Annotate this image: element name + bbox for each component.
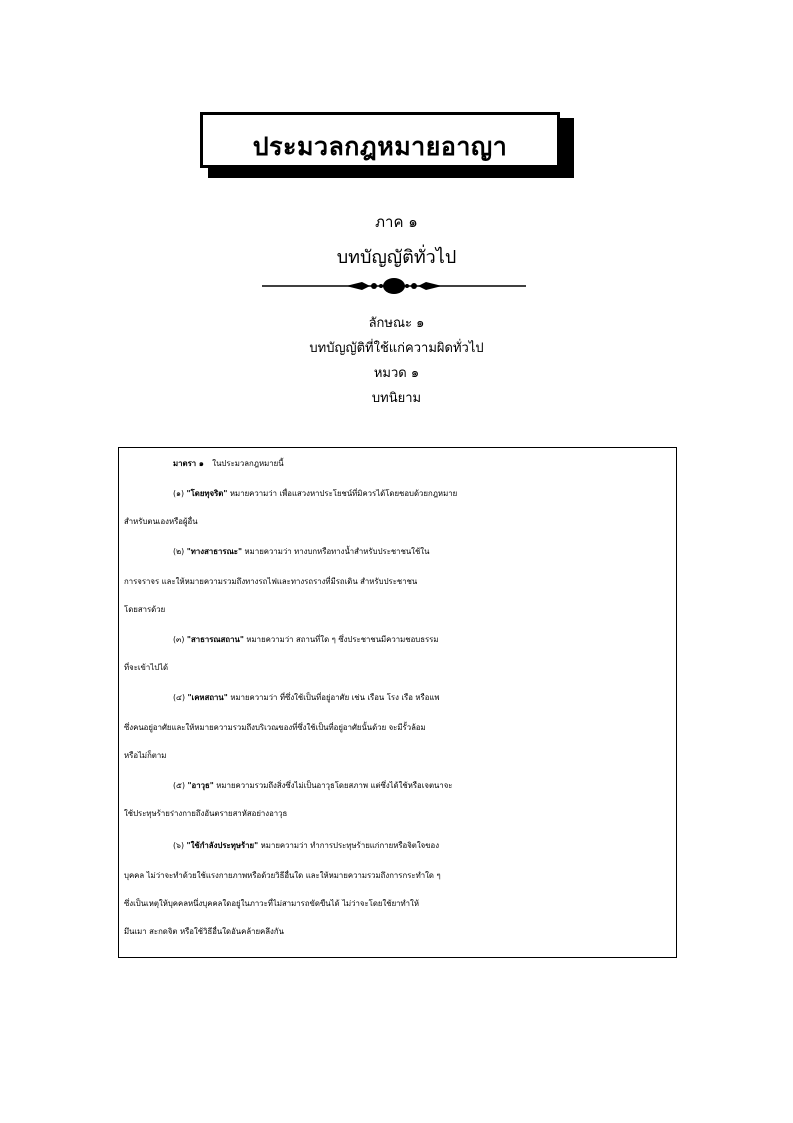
definition-text: หมายความว่า ทำการประทุษร้ายแก่กายหรือจิตใจของ	[260, 841, 440, 850]
definition-3-line-2: ที่จะเข้าไปได้	[124, 663, 169, 672]
definition-term: "อาวุธ"	[187, 781, 214, 790]
definition-4-line-2: ซึ่งคนอยู่อาศัยและให้หมายความรวมถึงบริเวณของที่ซึ่งใช้เป็นที่อยู่อาศัยนั้นด้วย จะมีรั้วล้อม	[124, 723, 426, 732]
definition-2-line-3: โดยสารด้วย	[124, 605, 166, 614]
definition-text: หมายความว่า สถานที่ใด ๆ ซึ่งประชาชนมีความชอบธรรม	[246, 635, 439, 644]
ornament-divider	[262, 275, 526, 297]
title-name: บทบัญญัติที่ใช้แก่ความผิดทั่วไป	[309, 341, 484, 356]
definition-6-line-2: บุคคล ไม่ว่าจะทำด้วยใช้แรงกายภาพหรือด้วยวิธีอื่นใด และให้หมายความรวมถึงการกระทำใด ๆ	[124, 871, 441, 880]
definition-number: (๑)	[173, 489, 185, 498]
definition-number: (๕)	[173, 781, 185, 790]
definition-number: (๔)	[173, 693, 185, 702]
definition-3-line-1	[173, 634, 668, 646]
title-box	[200, 112, 560, 168]
definition-5-line-1	[173, 780, 668, 792]
definition-text: หมายความว่า เพื่อแสวงหาประโยชน์ที่มิควรได้โดยชอบด้วยกฎหมาย	[229, 489, 458, 498]
definition-term: "เคหสถาน"	[187, 693, 228, 702]
definition-2-line-1	[173, 546, 668, 558]
part-heading: ภาค ๑	[375, 213, 418, 231]
chapter-heading: หมวด ๑	[373, 366, 420, 381]
section-heading-line	[173, 458, 668, 470]
definition-number: (๒)	[173, 547, 185, 556]
section-label: มาตรา ๑	[173, 459, 204, 468]
definition-2-line-2: การจราจร และให้หมายความรวมถึงทางรถไฟและทางรถรางที่มีรถเดิน สำหรับประชาชน	[124, 577, 418, 586]
definition-4-line-1	[173, 692, 668, 704]
section-intro: ในประมวลกฎหมายนี้	[212, 459, 284, 468]
definition-term: "ทางสาธารณะ"	[186, 547, 243, 556]
code-title-frame	[200, 112, 578, 182]
definition-term: "สาธารณสถาน"	[186, 635, 244, 644]
definition-1-line-2: สำหรับตนเองหรือผู้อื่น	[124, 517, 198, 526]
definition-text: หมายความว่า ที่ซึ่งใช้เป็นที่อยู่อาศัย เช่น เรือน โรง เรือ หรือแพ	[230, 693, 440, 702]
definition-6-line-4: มึนเมา สะกดจิต หรือใช้วิธีอื่นใดอันคล้ายคลึงกัน	[124, 927, 284, 936]
definition-6-line-1	[173, 840, 668, 852]
part-title: บทบัญญัติทั่วไป	[336, 247, 457, 268]
code-title: ประมวลกฎหมายอาญา	[252, 132, 508, 161]
definition-1-line-1	[173, 488, 668, 500]
title-heading: ลักษณะ ๑	[368, 316, 425, 331]
definition-number: (๓)	[173, 635, 185, 644]
definition-term: "ใช้กำลังประทุษร้าย"	[186, 841, 259, 850]
definition-number: (๖)	[173, 841, 185, 850]
definition-6-line-3: ซึ่งเป็นเหตุให้บุคคลหนึ่งบุคคลใดอยู่ในภาวะที่ไม่สามารถขัดขืนได้ ไม่ว่าจะโดยใช้ยาทำให้	[124, 899, 419, 908]
definition-5-line-2: ใช้ประทุษร้ายร่างกายถึงอันตรายสาหัสอย่างอาวุธ	[124, 809, 288, 818]
chapter-name: บทนิยาม	[371, 391, 422, 406]
definition-term: "โดยทุจริต"	[186, 489, 228, 498]
definition-text: หมายความรวมถึงสิ่งซึ่งไม่เป็นอาวุธโดยสภาพ แต่ซึ่งได้ใช้หรือเจตนาจะ	[216, 781, 453, 790]
definition-text: หมายความว่า ทางบกหรือทางน้ำสำหรับประชาชนใช้ใน	[244, 547, 430, 556]
definition-4-line-3: หรือไม่ก็ตาม	[124, 751, 167, 760]
